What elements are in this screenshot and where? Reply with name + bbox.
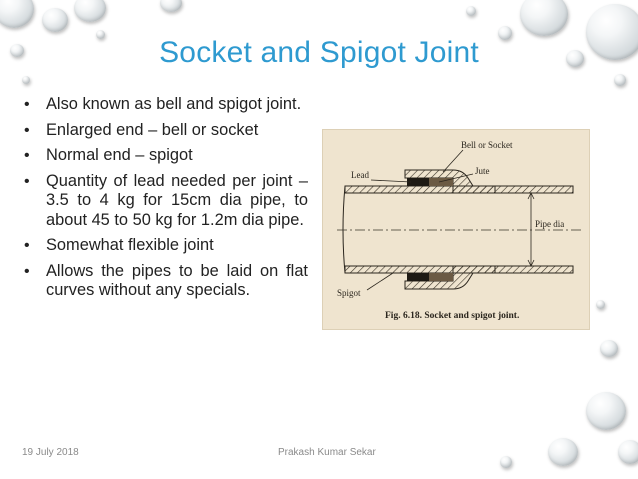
bullet-marker: •	[24, 237, 30, 254]
figure-caption: Fig. 6.18. Socket and spigot joint.	[385, 311, 520, 321]
bullet-text: Somewhat flexible joint	[46, 236, 214, 254]
bullet-list	[22, 95, 308, 307]
water-droplet	[618, 440, 638, 464]
slide-title: Socket and Spigot Joint	[159, 36, 479, 69]
water-droplet	[614, 74, 626, 86]
jute-bottom	[429, 273, 453, 281]
footer-date: 19 July 2018	[22, 447, 79, 458]
spigot-left-edge	[343, 186, 345, 273]
water-droplet	[548, 438, 578, 466]
leader-lead	[371, 180, 411, 182]
label-spigot: Spigot	[337, 288, 361, 298]
water-droplet	[0, 0, 34, 28]
bullet-marker: •	[24, 262, 30, 280]
bullet-item	[22, 262, 308, 301]
socket-spigot-drawing	[323, 130, 589, 329]
label-jute: Jute	[475, 166, 490, 176]
water-droplet	[22, 76, 30, 84]
footer-author: Prakash Kumar Sekar	[278, 447, 376, 458]
water-droplet	[586, 392, 626, 430]
bullet-text: Allows the pipes to be laid on flat curves without any specials.	[46, 261, 308, 299]
water-droplet	[520, 0, 568, 36]
bullet-text: Enlarged end – bell or socket	[46, 120, 259, 139]
water-droplet	[500, 456, 512, 468]
label-bell-or-socket: Bell or Socket	[461, 140, 513, 150]
bullet-item	[22, 236, 308, 256]
label-pipe-dia: Pipe dia	[535, 219, 565, 229]
bullet-text: Normal end – spigot	[46, 146, 193, 164]
bullet-item	[22, 95, 308, 115]
bullet-text: Quantity of lead needed per joint – 3.5 to 4 kg for 15cm dia pipe, to about 45 to 50 kg for 1.2m dia pipe.	[46, 171, 308, 229]
bullet-item	[22, 146, 308, 166]
label-lead: Lead	[351, 170, 369, 180]
water-droplet	[466, 6, 476, 16]
water-droplet	[74, 0, 106, 22]
bullet-text: Also known as bell and spigot joint.	[46, 95, 302, 113]
water-droplet	[596, 300, 605, 309]
water-droplet	[42, 8, 68, 32]
joint-diagram	[322, 129, 590, 330]
bullet-item	[22, 172, 308, 231]
bullet-marker: •	[24, 121, 30, 139]
bullet-item	[22, 121, 308, 141]
bullet-marker: •	[24, 147, 30, 164]
lead-bottom	[407, 273, 429, 281]
leader-bell	[443, 150, 463, 172]
leader-spigot	[367, 273, 393, 290]
bullet-marker: •	[24, 172, 30, 190]
water-droplet	[600, 340, 618, 357]
bullet-marker: •	[24, 96, 30, 113]
water-droplet	[160, 0, 182, 12]
